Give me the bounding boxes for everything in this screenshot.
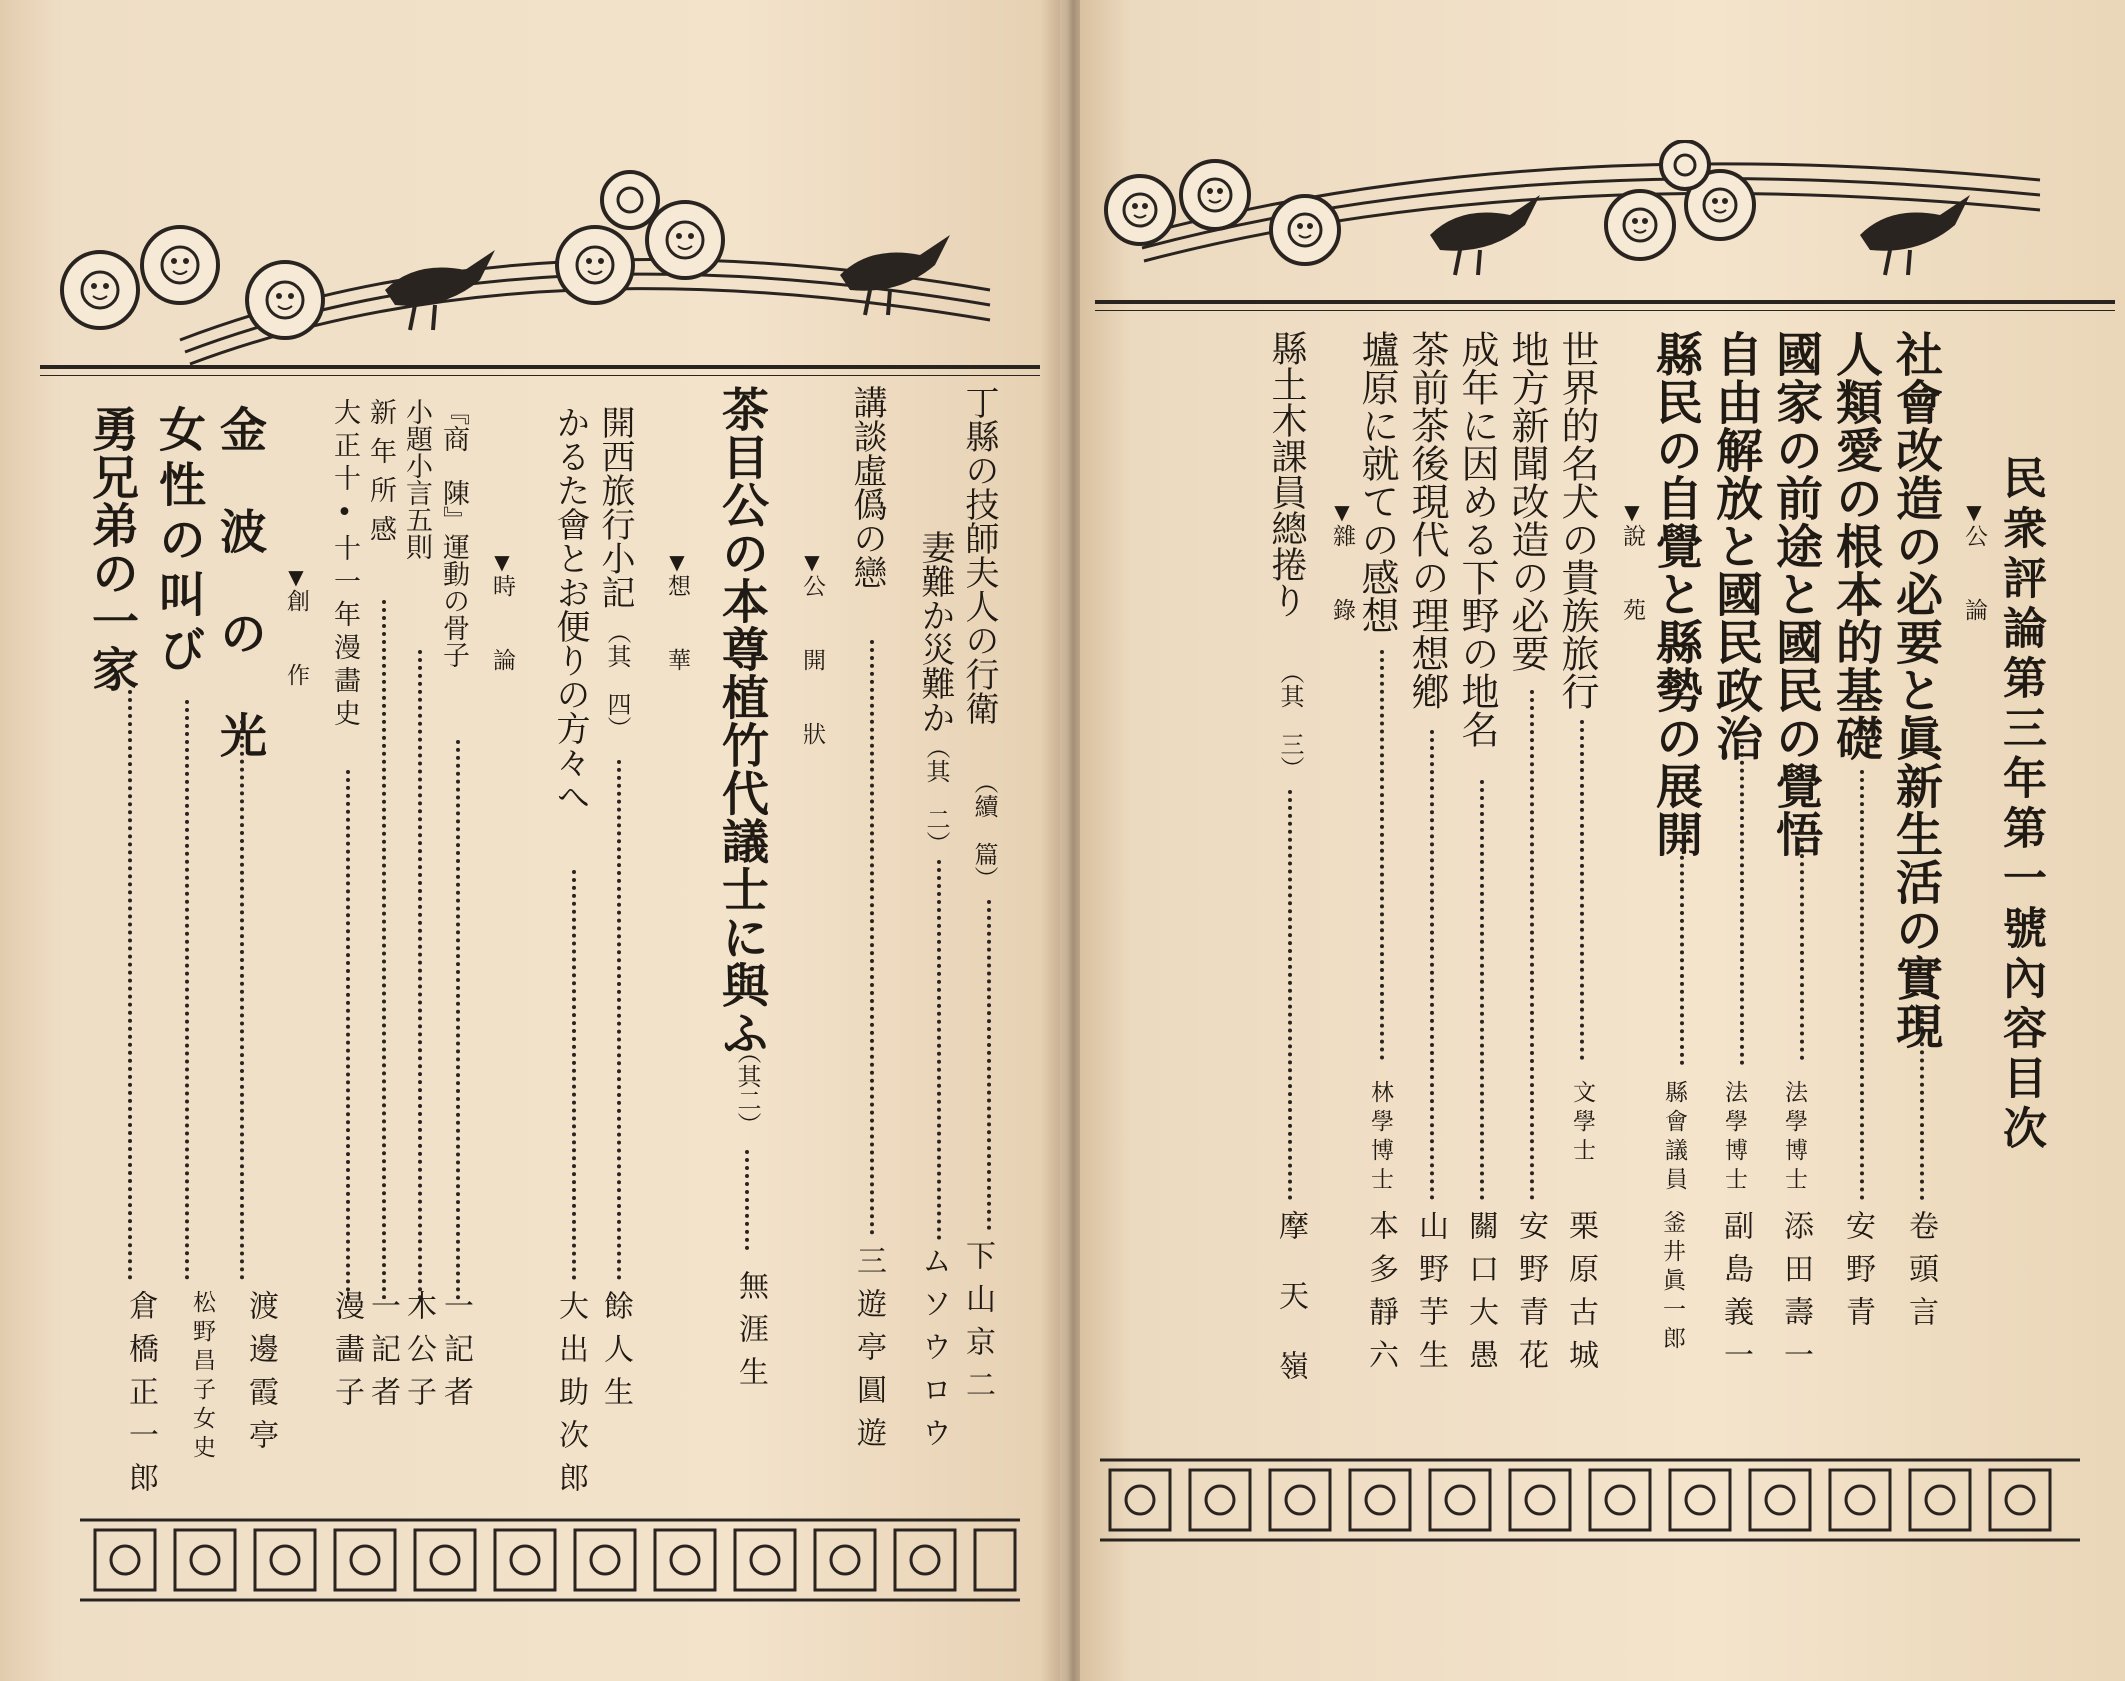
toc-title: 世界的名犬の貴族旅行 (1555, 330, 1599, 710)
toc-title: 妻難か災難か (915, 530, 955, 734)
bird-ornament-icon (840, 235, 950, 315)
toc-credential: 法學博士 (1721, 1080, 1747, 1196)
toc-title: 縣民の自覺と縣勢の展開 (1648, 330, 1703, 858)
toc-title: 成年に因める下野の地名 (1455, 330, 1499, 748)
header-rule (1095, 300, 2115, 304)
toc-title: 開西旅行小記 (595, 405, 635, 609)
footer-ornament (0, 1500, 1060, 1610)
toc-author: 一記者 (438, 1290, 473, 1419)
leader-dots (1430, 730, 1434, 1200)
toc-note: （其二） (733, 1040, 761, 1136)
toc-author: 釜井眞一郎 (1659, 1210, 1685, 1355)
flower-ornament-icon (1606, 191, 1674, 259)
toc-credential: 縣會議員 (1661, 1080, 1687, 1196)
toc-author: 無涯生 (733, 1270, 768, 1399)
triangle-icon: ▼ (1330, 500, 1354, 524)
toc-note: （其 三） (1276, 660, 1304, 780)
toc-author: 關口大愚 (1463, 1210, 1498, 1382)
leader-dots (1288, 790, 1292, 1200)
leader-dots (240, 720, 244, 1280)
toc-author: ムソウロウ (916, 1245, 951, 1460)
toc-author: 漫畵子 (329, 1290, 364, 1419)
leader-dots (937, 860, 941, 1240)
toc-title: かるた會とお便りの方々へ (550, 405, 590, 813)
toc-title: 國家の前途と國民の覺悟 (1768, 330, 1823, 858)
leader-dots (870, 640, 874, 1235)
toc-title: 女性の叫び (151, 405, 206, 680)
toc-title: 茶目公の本尊植竹代議士に與ふ (714, 385, 769, 1057)
leader-dots (128, 690, 132, 1280)
toc-author: 餘人生 (598, 1290, 633, 1419)
toc-title: 自由解放と國民政治 (1708, 330, 1763, 762)
flower-ornament-icon (647, 202, 723, 278)
leader-dots (1920, 1010, 1924, 1200)
toc-author: 三遊亭圓遊 (851, 1245, 886, 1460)
toc-title: 社會改造の必要と眞新生活の實現 (1888, 330, 1943, 1050)
toc-author: 栗原古城 (1563, 1210, 1598, 1382)
leader-dots (418, 650, 422, 1300)
toc-note: （其 四） (603, 620, 631, 740)
section-heading: ▼創 作 (283, 565, 309, 700)
leader-dots (1530, 690, 1534, 1200)
leader-dots (1580, 720, 1584, 1060)
toc-title: 大正十•十一年漫畵史 (329, 398, 360, 732)
toc-author: 安野青 (1840, 1210, 1875, 1339)
page-title: 民衆評論第三年第一號內容目次 (1995, 455, 2046, 1155)
header-ornament (0, 140, 1060, 370)
toc-title: 講談虛僞の戀 (847, 385, 887, 589)
triangle-icon: ▼ (1620, 500, 1644, 524)
leader-dots (1860, 770, 1864, 1200)
toc-note: （其 二） (922, 735, 950, 855)
toc-credential: 文學士 (1569, 1080, 1595, 1167)
flower-ornament-icon (1181, 161, 1249, 229)
toc-title: 縣土木課員總捲り (1266, 330, 1307, 618)
toc-credential: 法學博士 (1781, 1080, 1807, 1196)
leader-dots (185, 700, 189, 1280)
toc-author: 山野芋生 (1413, 1210, 1448, 1382)
flower-ornament-icon (602, 172, 658, 228)
flower-ornament-icon (1661, 141, 1709, 189)
triangle-icon: ▼ (490, 550, 514, 574)
leader-dots (1800, 830, 1804, 1060)
triangle-icon: ▼ (665, 550, 689, 574)
bird-ornament-icon (1860, 195, 1970, 275)
footer-ornament (1080, 1440, 2125, 1550)
toc-author: 渡邊霞亭 (243, 1290, 278, 1462)
bird-ornament-icon (385, 250, 495, 330)
border-pattern-icon (95, 1530, 1015, 1590)
header-rule (40, 365, 1040, 369)
toc-author: 摩天嶺 (1273, 1210, 1308, 1420)
toc-author: 木公子 (401, 1290, 436, 1419)
toc-author: 松野昌子女史 (189, 1290, 215, 1464)
triangle-icon: ▼ (800, 550, 824, 574)
section-heading: ▼公 論 (1961, 500, 1987, 635)
toc-title: 新年所感 (365, 398, 396, 554)
toc-title: 丁縣の技師夫人の行衛 (959, 385, 999, 725)
leader-dots (745, 1150, 749, 1250)
left-page (0, 0, 1060, 1681)
toc-author: 下山京二 (960, 1240, 995, 1412)
border-pattern-icon (1110, 1470, 2050, 1530)
header-rule-thin (1095, 310, 2115, 311)
leader-dots (1380, 650, 1384, 1060)
toc-note: （續 篇） (970, 770, 998, 890)
leader-dots (382, 600, 386, 1300)
leader-dots (1680, 840, 1684, 1065)
section-heading: ▼說 苑 (1619, 500, 1645, 635)
toc-title: 地方新聞改造の必要 (1505, 330, 1549, 672)
leader-dots (346, 770, 350, 1300)
header-ornament (1080, 140, 2125, 320)
section-heading: ▼想 華 (664, 550, 690, 685)
toc-credential: 林學博士 (1367, 1080, 1393, 1196)
toc-title: 小題小言五則 (401, 398, 432, 560)
flower-ornament-icon (247, 262, 323, 338)
leader-dots (1740, 745, 1744, 1065)
triangle-icon: ▼ (1962, 500, 1986, 524)
toc-author: 一記者 (365, 1290, 400, 1419)
toc-title: 勇兄弟の一家 (84, 405, 139, 693)
toc-title: 金 波 の 光 (212, 405, 267, 762)
flower-ornament-icon (62, 252, 138, 328)
toc-title: 茶前茶後現代の理想鄕 (1405, 330, 1449, 710)
flower-ornament-icon (1271, 196, 1339, 264)
toc-author: 倉橋正一郎 (123, 1290, 158, 1505)
toc-title: 壚原に就ての感想 (1355, 330, 1399, 634)
toc-author: 卷頭言 (1903, 1210, 1938, 1339)
section-heading: ▼雜 錄 (1329, 500, 1355, 635)
toc-author: 副島義一 (1718, 1210, 1753, 1382)
flower-ornament-icon (142, 227, 218, 303)
triangle-icon: ▼ (284, 565, 308, 589)
toc-author: 本多靜六 (1363, 1210, 1398, 1382)
leader-dots (456, 740, 460, 1300)
leader-dots (1480, 780, 1484, 1200)
toc-author: 安野青花 (1513, 1210, 1548, 1382)
leader-dots (617, 760, 621, 1280)
flower-ornament-icon (557, 227, 633, 303)
section-heading: ▼公 開 狀 (799, 550, 825, 759)
toc-title: 人類愛の根本的基礎 (1828, 330, 1883, 762)
header-rule-thin (40, 375, 1040, 376)
toc-title: 『商 陳』運動の骨子 (438, 398, 469, 668)
leader-dots (572, 870, 576, 1280)
toc-author: 大出助次郎 (553, 1290, 588, 1505)
leader-dots (987, 900, 991, 1230)
right-page (1080, 0, 2125, 1681)
flower-ornament-icon (1106, 176, 1174, 244)
section-heading: ▼時 論 (489, 550, 515, 685)
toc-author: 添田壽一 (1778, 1210, 1813, 1382)
